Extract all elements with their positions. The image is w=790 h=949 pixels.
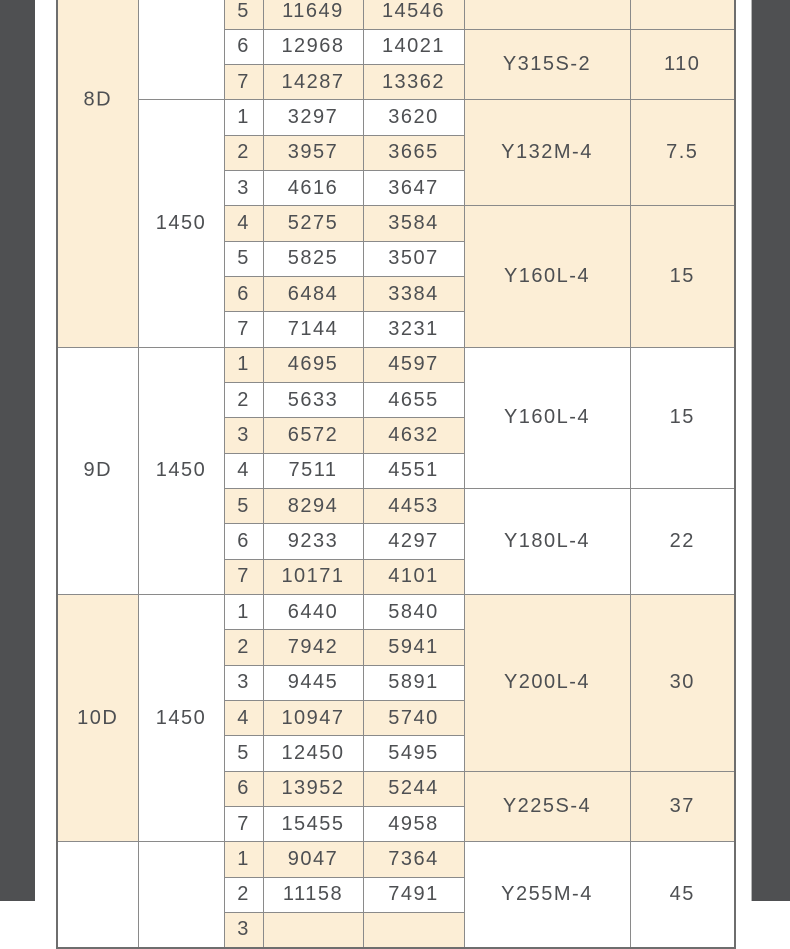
cell-no [224, 100, 263, 135]
cell-motor [464, 29, 630, 100]
cell-power [630, 595, 735, 772]
right-dark-strip [751, 0, 790, 901]
cell-no [224, 277, 263, 312]
no-value: 1 [237, 848, 250, 871]
no-value: 2 [237, 883, 250, 906]
motor-value: Y315S-2 [502, 53, 592, 76]
cell-pressure [363, 65, 464, 100]
cell-rpm [138, 595, 224, 842]
cell-pressure [363, 630, 464, 665]
cell-flow [263, 913, 363, 948]
flow-value: 11158 [282, 883, 344, 906]
cell-flow [263, 524, 363, 559]
rpm-value: 1450 [155, 706, 207, 729]
pressure-value: 5941 [388, 636, 439, 659]
power-value: 15 [669, 265, 695, 288]
flow-value: 5825 [287, 247, 339, 270]
cell-motor [464, 489, 630, 595]
flow-value: 5275 [287, 212, 339, 235]
pressure-value: 3620 [388, 106, 439, 129]
cell-pressure [363, 171, 464, 206]
flow-value: 7511 [288, 459, 338, 482]
cell-motor [464, 595, 630, 772]
no-value: 3 [237, 918, 250, 941]
cell-flow [263, 0, 363, 29]
flow-value: 6440 [287, 600, 339, 623]
cell-power [630, 29, 735, 100]
cell-pressure [363, 347, 464, 382]
cell-pressure [363, 665, 464, 700]
pressure-value: 3665 [388, 141, 439, 164]
pressure-value: 3584 [388, 212, 439, 235]
no-value: 3 [237, 671, 250, 694]
no-value: 4 [237, 706, 250, 729]
fan-spec-table [56, 0, 736, 949]
cell-pressure [363, 524, 464, 559]
cell-no [224, 135, 263, 170]
pressure-value: 4101 [388, 565, 439, 588]
flow-value: 14287 [281, 70, 345, 93]
cell-no [224, 241, 263, 276]
cell-flow [263, 771, 363, 806]
cell-power [630, 771, 735, 842]
cell-no [224, 913, 263, 948]
cell-no [224, 312, 263, 347]
no-value: 4 [237, 459, 250, 482]
cell-no [224, 842, 263, 877]
cell-pressure [363, 877, 464, 912]
cell-flow [263, 418, 363, 453]
cell-flow [263, 595, 363, 630]
cell-no [224, 771, 263, 806]
cell-motor [464, 0, 630, 29]
table-row [57, 100, 735, 135]
cell-flow [263, 665, 363, 700]
cell-flow [263, 807, 363, 842]
no-value: 6 [237, 777, 250, 800]
cell-power [630, 206, 735, 347]
cell-no [224, 877, 263, 912]
no-value: 3 [237, 176, 250, 199]
cell-pressure [363, 100, 464, 135]
power-value: 110 [664, 53, 701, 76]
pressure-value: 14021 [381, 35, 446, 58]
size-value: 8D [83, 88, 113, 111]
cell-flow [263, 559, 363, 594]
no-value: 5 [237, 742, 250, 765]
pressure-value: 4655 [388, 388, 439, 411]
cell-flow [263, 65, 363, 100]
pressure-value: 3507 [388, 247, 439, 270]
table-row [57, 842, 735, 877]
flow-value: 7144 [287, 318, 339, 341]
power-value: 7.5 [666, 141, 699, 164]
pressure-value: 3384 [388, 282, 439, 305]
cell-power [630, 100, 735, 206]
flow-value: 10947 [281, 706, 345, 729]
cell-motor [464, 842, 630, 948]
no-value: 2 [237, 141, 250, 164]
no-value: 5 [237, 494, 250, 517]
cell-flow [263, 135, 363, 170]
cell-flow [263, 842, 363, 877]
cell-no [224, 29, 263, 64]
cell-rpm [138, 842, 224, 948]
cell-pressure [363, 206, 464, 241]
power-value: 30 [669, 671, 695, 694]
flow-value: 9233 [287, 530, 339, 553]
cell-rpm [138, 100, 224, 347]
cell-pressure [363, 312, 464, 347]
pressure-value: 5244 [388, 777, 439, 800]
cell-no [224, 418, 263, 453]
cell-flow [263, 100, 363, 135]
pressure-value: 4297 [388, 530, 439, 553]
pressure-value: 14546 [381, 0, 446, 23]
table-row [57, 0, 735, 29]
pressure-value: 7491 [388, 883, 439, 906]
motor-value: Y255M-4 [501, 883, 593, 906]
no-value: 1 [237, 600, 250, 623]
cell-pressure [363, 0, 464, 29]
cell-no [224, 65, 263, 100]
cell-no [224, 0, 263, 29]
cell-no [224, 347, 263, 382]
cell-no [224, 665, 263, 700]
cell-pressure [363, 842, 464, 877]
no-value: 7 [237, 70, 250, 93]
cell-pressure [363, 418, 464, 453]
flow-value: 9445 [287, 671, 339, 694]
cell-flow [263, 312, 363, 347]
cell-no [224, 524, 263, 559]
power-value: 45 [669, 883, 695, 906]
cell-flow [263, 383, 363, 418]
no-value: 7 [237, 318, 250, 341]
flow-value: 10171 [281, 565, 345, 588]
cell-power [630, 842, 735, 948]
cell-power [630, 489, 735, 595]
pressure-value: 13362 [381, 70, 446, 93]
pressure-value: 4453 [388, 494, 439, 517]
pressure-value: 5740 [388, 706, 439, 729]
no-value: 3 [237, 424, 250, 447]
cell-flow [263, 29, 363, 64]
no-value: 4 [237, 212, 250, 235]
rpm-value: 1450 [155, 459, 207, 482]
flow-value: 6572 [287, 424, 339, 447]
flow-value: 15455 [281, 812, 345, 835]
cell-flow [263, 277, 363, 312]
motor-value: Y160L-4 [503, 406, 591, 429]
cell-motor [464, 206, 630, 347]
cell-pressure [363, 807, 464, 842]
table-row [57, 347, 735, 382]
cell-pressure [363, 277, 464, 312]
pressure-value: 4551 [388, 459, 439, 482]
pressure-value: 3231 [388, 318, 439, 341]
power-value: 15 [669, 406, 695, 429]
cell-no [224, 206, 263, 241]
cell-flow [263, 701, 363, 736]
cell-no [224, 736, 263, 771]
flow-value: 8294 [287, 494, 339, 517]
cell-size [57, 595, 138, 842]
pressure-value: 7364 [388, 848, 439, 871]
cell-motor [464, 347, 630, 488]
cell-no [224, 630, 263, 665]
pressure-value: 5495 [388, 742, 439, 765]
flow-value: 13952 [281, 777, 345, 800]
cell-no [224, 807, 263, 842]
pressure-value: 3647 [388, 176, 439, 199]
cell-size [57, 842, 138, 948]
pressure-value: 4958 [388, 812, 439, 835]
no-value: 1 [237, 353, 250, 376]
flow-value: 3957 [287, 141, 339, 164]
cell-flow [263, 489, 363, 524]
motor-value: Y132M-4 [501, 141, 593, 164]
cell-pressure [363, 595, 464, 630]
cell-power [630, 347, 735, 488]
flow-value: 12968 [281, 35, 345, 58]
fan-spec-table-body [57, 0, 735, 948]
cell-pressure [363, 771, 464, 806]
cell-size [57, 347, 138, 594]
pressure-value: 4597 [388, 353, 439, 376]
cell-pressure [363, 453, 464, 488]
motor-value: Y225S-4 [502, 795, 592, 818]
no-value: 7 [237, 812, 250, 835]
no-value: 7 [237, 565, 250, 588]
cell-flow [263, 736, 363, 771]
size-value: 10D [77, 706, 119, 729]
cell-flow [263, 171, 363, 206]
flow-value: 9047 [287, 848, 339, 871]
motor-value: Y160L-4 [503, 265, 591, 288]
motor-value: Y180L-4 [503, 530, 591, 553]
no-value: 2 [237, 636, 250, 659]
cell-pressure [363, 701, 464, 736]
no-value: 5 [237, 0, 250, 23]
motor-value: Y200L-4 [503, 671, 591, 694]
cell-rpm [138, 347, 224, 594]
flow-value: 3297 [287, 106, 339, 129]
cell-flow [263, 241, 363, 276]
cell-pressure [363, 241, 464, 276]
cell-no [224, 453, 263, 488]
flow-value: 6484 [287, 282, 339, 305]
no-value: 2 [237, 388, 250, 411]
table-row [57, 595, 735, 630]
cell-pressure [363, 559, 464, 594]
no-value: 1 [237, 106, 250, 129]
pressure-value: 5891 [388, 671, 439, 694]
power-value: 37 [669, 795, 695, 818]
cell-pressure [363, 383, 464, 418]
cell-rpm [138, 0, 224, 100]
cell-pressure [363, 29, 464, 64]
cell-size [57, 0, 138, 347]
cell-no [224, 559, 263, 594]
flow-value: 4616 [287, 176, 339, 199]
power-value: 22 [669, 530, 695, 553]
no-value: 6 [237, 530, 250, 553]
no-value: 6 [237, 35, 250, 58]
left-dark-strip [0, 0, 35, 901]
cell-pressure [363, 135, 464, 170]
no-value: 5 [237, 247, 250, 270]
flow-value: 4695 [287, 353, 339, 376]
size-value: 9D [83, 459, 113, 482]
rpm-value: 1450 [155, 212, 207, 235]
cell-motor [464, 771, 630, 842]
cell-motor [464, 100, 630, 206]
cell-flow [263, 453, 363, 488]
cell-no [224, 383, 263, 418]
pressure-value: 5840 [388, 600, 439, 623]
no-value: 6 [237, 282, 250, 305]
flow-value: 7942 [287, 636, 339, 659]
cell-no [224, 701, 263, 736]
cell-flow [263, 206, 363, 241]
cell-flow [263, 630, 363, 665]
cell-power [630, 0, 735, 29]
cell-flow [263, 877, 363, 912]
cell-no [224, 489, 263, 524]
flow-value: 11649 [282, 0, 344, 23]
cell-pressure [363, 736, 464, 771]
pressure-value: 4632 [388, 424, 439, 447]
cell-no [224, 595, 263, 630]
cell-pressure [363, 489, 464, 524]
flow-value: 12450 [281, 742, 345, 765]
cell-no [224, 171, 263, 206]
cell-flow [263, 347, 363, 382]
cell-pressure [363, 913, 464, 948]
flow-value: 5633 [287, 388, 339, 411]
